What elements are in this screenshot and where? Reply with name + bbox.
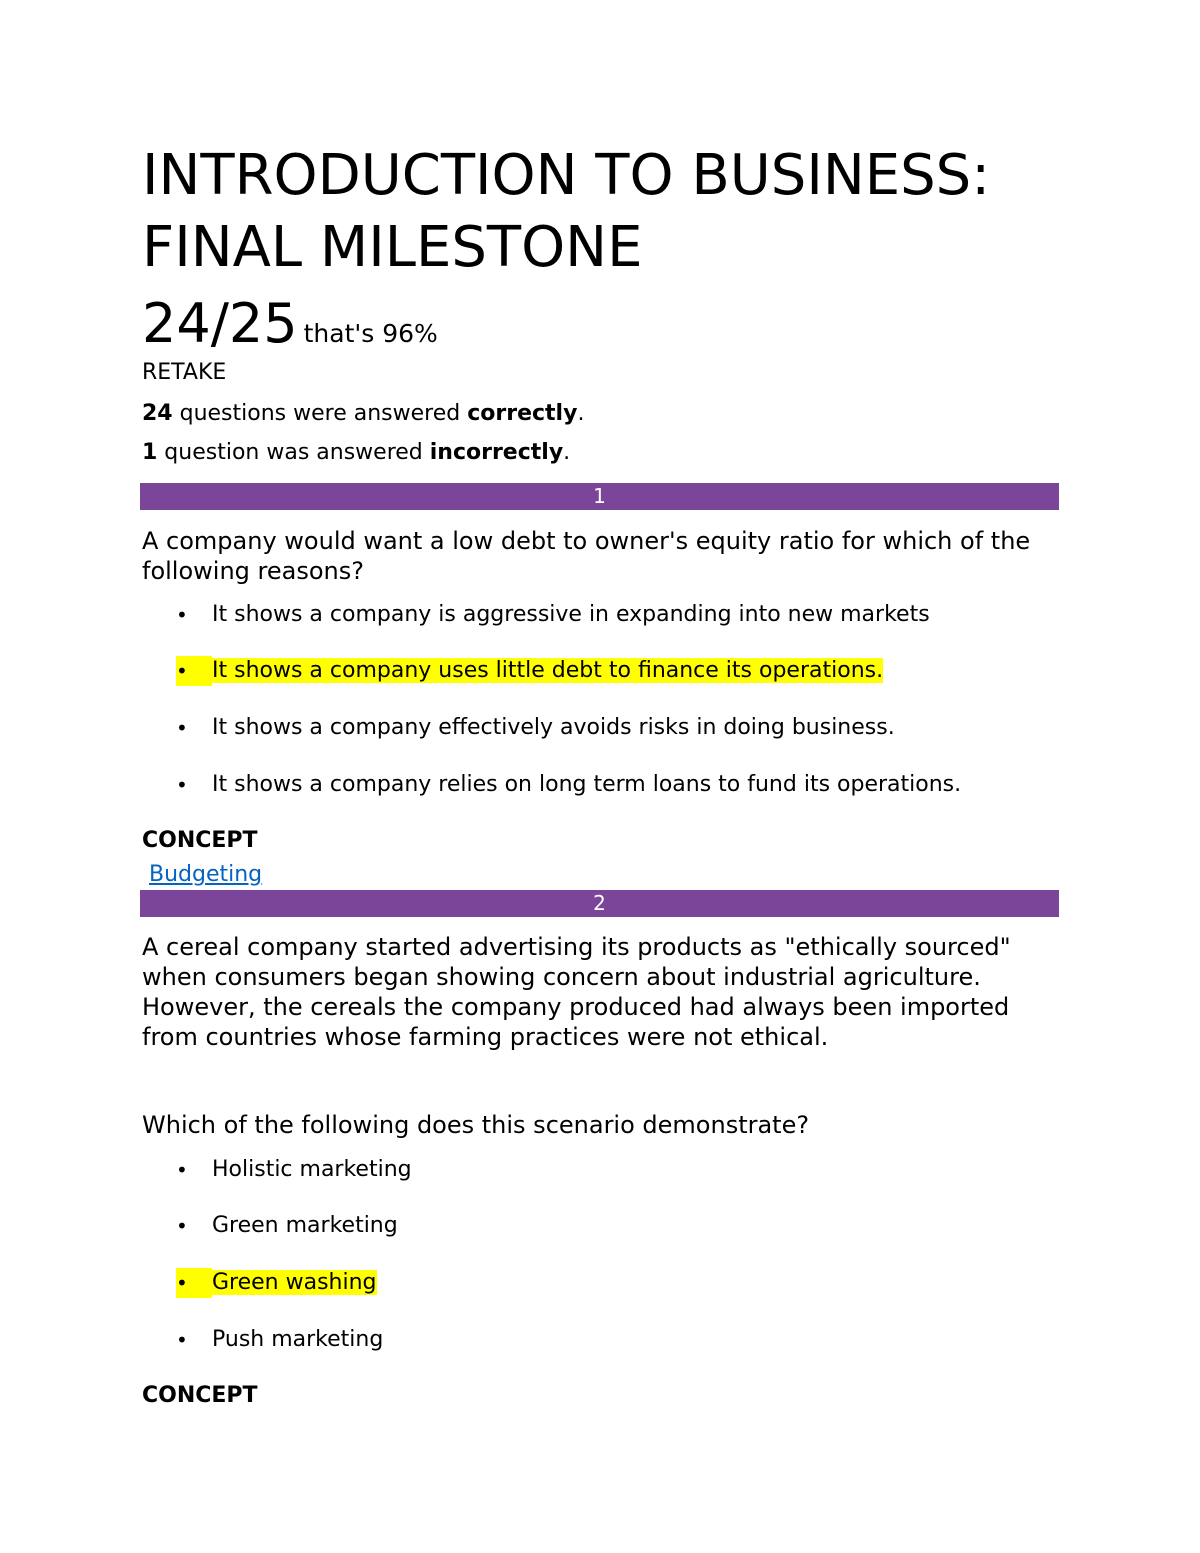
answer-option-label: Green washing (212, 1270, 377, 1295)
bullet-icon: • (176, 1271, 188, 1295)
retake-label: RETAKE (142, 360, 227, 385)
question-number-bar: 2 (140, 890, 1059, 917)
concept-link-budgeting[interactable]: Budgeting (149, 862, 263, 887)
bullet-icon: • (176, 659, 188, 683)
correct-end: . (577, 401, 585, 426)
question-number-bar: 1 (140, 483, 1059, 510)
bullet-icon: • (176, 1328, 188, 1352)
answer-option-label: Green marketing (212, 1213, 398, 1238)
answer-option[interactable] (176, 770, 961, 800)
question-text: A company would want a low debt to owner's equity ratio for which of the following reasons? (142, 527, 1031, 585)
question-prompt: Which of the following does this scenario demonstrate? (142, 1111, 810, 1139)
bullet-icon: • (176, 773, 188, 797)
incorrect-text: question was answered (157, 440, 430, 465)
answer-option[interactable] (176, 1325, 383, 1355)
incorrect-word: incorrectly (429, 440, 564, 465)
bullet-icon: • (176, 1158, 188, 1182)
correct-summary (142, 400, 584, 428)
concept-label: CONCEPT (142, 1383, 258, 1408)
answer-option-label: Push marketing (212, 1327, 384, 1352)
incorrect-summary (142, 439, 570, 467)
bullet-icon: • (176, 716, 188, 740)
incorrect-count: 1 (142, 440, 158, 465)
score-percent: that's 96% (303, 319, 438, 348)
score-line (142, 292, 438, 356)
bullet-icon: • (176, 1214, 188, 1238)
answer-option-label: It shows a company effectively avoids risks in doing business. (212, 715, 895, 740)
correct-count: 24 (142, 401, 173, 426)
answer-option-selected[interactable] (176, 656, 883, 686)
bullet-icon: • (176, 603, 188, 627)
answer-option[interactable] (176, 1155, 412, 1185)
answer-option[interactable] (176, 713, 895, 743)
answer-option-selected[interactable] (176, 1268, 377, 1298)
correct-text: questions were answered (172, 401, 468, 426)
page-title: INTRODUCTION TO BUSINESS: FINAL MILESTONE (142, 143, 991, 280)
score-fraction: 24/25 (142, 292, 298, 355)
correct-word: correctly (467, 401, 578, 426)
answer-option-label: It shows a company uses little debt to finance its operations. (212, 658, 884, 683)
answer-option-label: Holistic marketing (212, 1157, 412, 1182)
question-text: A cereal company started advertising its products as "ethically sourced" when consumers began showing concern about industrial agriculture. However, the cereals the company produced had always been imported from countries whose farming practices were not ethical. (142, 933, 1011, 1051)
concept-label: CONCEPT (142, 828, 258, 853)
answer-option[interactable] (176, 600, 930, 630)
answer-option[interactable] (176, 1211, 398, 1241)
incorrect-end: . (563, 440, 571, 465)
answer-option-label: It shows a company relies on long term loans to fund its operations. (212, 772, 962, 797)
answer-option-label: It shows a company is aggressive in expanding into new markets (212, 602, 930, 627)
